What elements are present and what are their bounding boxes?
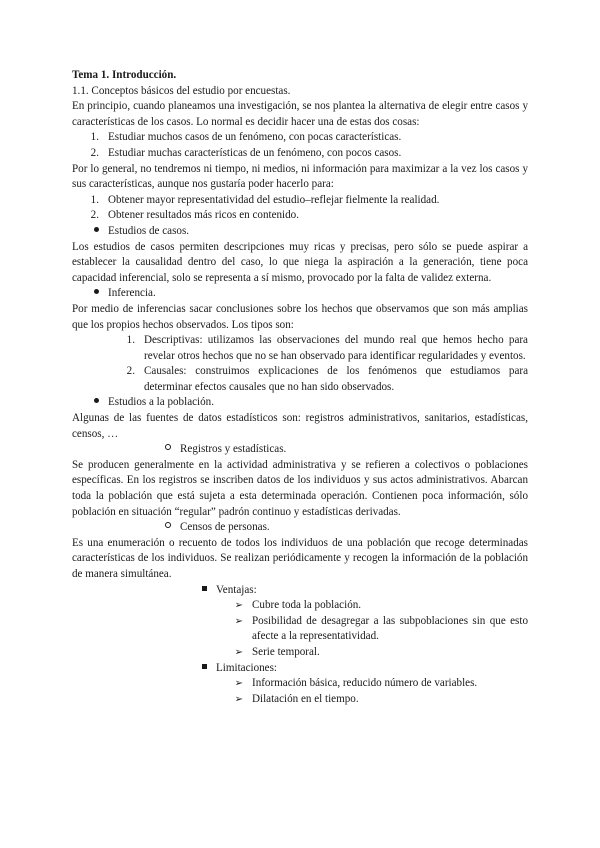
bullet-dot-icon [72, 224, 108, 240]
square-bullet-item [72, 661, 528, 677]
list-number: 1. [90, 131, 99, 144]
section-heading: 1.1. Conceptos básicos del estudio por encuestas. [72, 84, 291, 97]
arrow-item-text: Dilatación en el tiempo. [252, 692, 359, 705]
list-item [72, 146, 528, 162]
paragraph: Se producen generalmente en la actividad administrativa y se refieren a colectivos o poblaciones específicas. En los registros se inscriben datos de los individuos y sus actos administrativos. Abarcan toda la población que está sujeta a esta determinada operación. Contienen poca información, sólo población en situación “regular” padrón continuo y estadísticas derivadas. [72, 458, 528, 518]
arrow-item-text: Serie temporal. [252, 645, 320, 658]
list-item-text: Causales: construimos explicaciones de los fenómenos que estudiamos para determinar efectos causales que no han sido observados. [144, 365, 528, 393]
sub-bullet-item [72, 442, 528, 458]
square-bullet-item [72, 583, 528, 599]
list-item-text: Estudiar muchas características de un fenómeno, con pocos casos. [108, 146, 402, 159]
list-item-text: Obtener mayor representatividad del estudio–reflejar fielmente la realidad. [108, 193, 440, 206]
sub-bullet-text: Censos de personas. [180, 521, 270, 534]
paragraph: Por medio de inferencias sacar conclusiones sobre los hechos que observamos que son más amplias que los propios hechos observados. Los tipos son: [72, 302, 528, 331]
list-number: 1. [126, 334, 135, 347]
circle-bullet-icon [144, 520, 180, 536]
limitaciones-label: Limitaciones: [216, 661, 277, 674]
document-page [72, 68, 528, 707]
arrow-bullet-icon: ➢ [234, 678, 243, 690]
list-number: 2. [90, 209, 99, 222]
circle-bullet-icon [144, 442, 180, 458]
paragraph: Los estudios de casos permiten descripciones muy ricas y precisas, pero sólo se puede aspirar a establecer la causalidad dentro del caso, lo que niega la aspiración a la generación, tiene poca capacidad inferencial, solo se representa a sí mismo, provocado por la falta de validez externa. [72, 240, 528, 284]
bullet-item [72, 224, 528, 240]
arrow-item [72, 598, 528, 614]
arrow-bullet-icon: ➢ [234, 615, 243, 627]
bullet-text: Inferencia. [108, 287, 156, 300]
list-item-text: Obtener resultados más ricos en contenido. [108, 209, 300, 222]
arrow-item [72, 614, 528, 645]
sub-bullet-text: Registros y estadísticas. [180, 443, 287, 456]
document-title: Tema 1. Introducción. [72, 69, 177, 81]
square-bullet-icon [180, 661, 216, 677]
bullet-dot-icon [72, 395, 108, 411]
arrow-item [72, 676, 528, 692]
sub-bullet-item [72, 520, 528, 536]
bullet-dot-icon [72, 286, 108, 302]
arrow-bullet-icon: ➢ [234, 646, 243, 658]
paragraph: Por lo general, no tendremos ni tiempo, ni medios, ni información para maximizar a la vez los casos y sus características, aunque nos gustaría poder hacerlo para: [72, 162, 528, 191]
list-item [72, 193, 528, 209]
list-number: 2. [90, 146, 99, 159]
list-item [72, 208, 528, 224]
paragraph: Algunas de las fuentes de datos estadísticos son: registros administrativos, sanitarios, estadísticas, censos, … [72, 412, 528, 440]
arrow-item [72, 692, 528, 708]
list-number: 2. [126, 365, 135, 378]
list-item [72, 130, 528, 146]
bullet-item [72, 395, 528, 411]
ventajas-label: Ventajas: [216, 583, 257, 596]
bullet-text: Estudios de casos. [108, 224, 190, 237]
arrow-bullet-icon: ➢ [234, 600, 243, 612]
arrow-item [72, 645, 528, 661]
list-item-text: Estudiar muchos casos de un fenómeno, con pocas características. [108, 131, 402, 144]
bullet-item [72, 286, 528, 302]
paragraph: En principio, cuando planeamos una investigación, se nos plantea la alternativa de elegir entre casos y características de los casos. Lo normal es decidir hacer una de estas dos cosas: [72, 100, 528, 128]
paragraph: Es una enumeración o recuento de todos los individuos de una población que recoge determinadas características de los individuos. Se realizan periódicamente y recogen la información de la población de manera simultánea. [72, 536, 528, 580]
arrow-item-text: Posibilidad de desagregar a las subpoblaciones sin que esto afecte a la representatividad. [252, 614, 528, 643]
list-item [72, 333, 528, 364]
arrow-item-text: Información básica, reducido número de variables. [252, 677, 478, 690]
list-number: 1. [90, 193, 99, 206]
bullet-text: Estudios a la población. [108, 396, 214, 409]
arrow-item-text: Cubre toda la población. [252, 599, 362, 612]
arrow-bullet-icon: ➢ [234, 693, 243, 705]
list-item [72, 364, 528, 395]
square-bullet-icon [180, 583, 216, 599]
list-item-text: Descriptivas: utilizamos las observaciones del mundo real que hemos hecho para revelar otros hechos que no se han observado para identificar regularidades y eventos. [144, 334, 528, 362]
